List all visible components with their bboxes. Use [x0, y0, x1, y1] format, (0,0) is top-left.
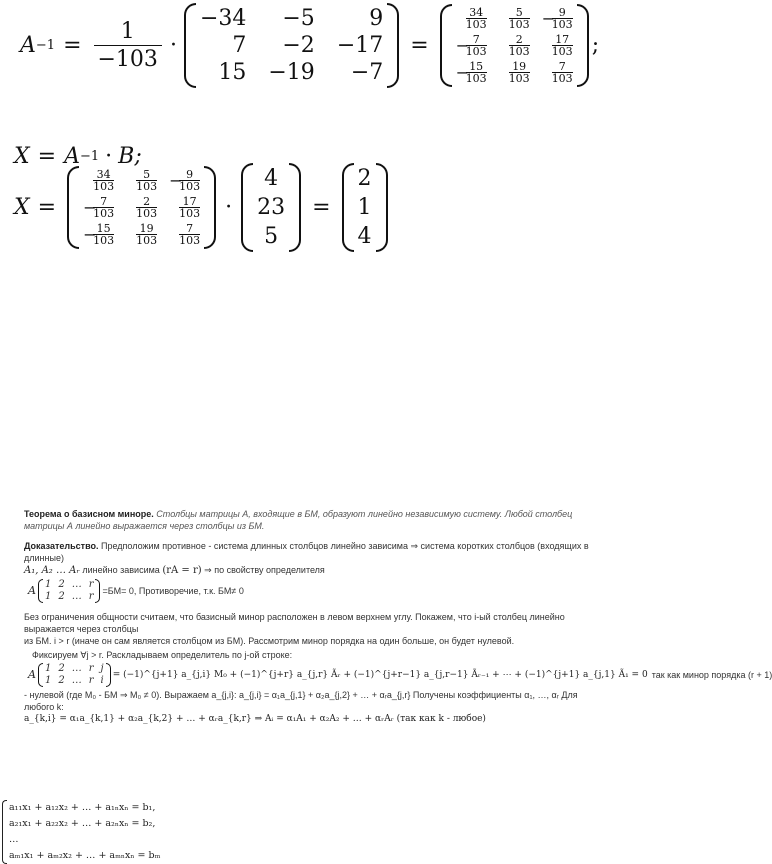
eq1-frac-den: −103 [94, 45, 162, 72]
matrix-cell-1-2: −17 [336, 32, 384, 58]
proof-intro: Предположим противное - система длинных столбцов линейно зависима ⇒ система коротких столбцов (входящих в длинные) [24, 541, 589, 563]
expansion-formula: = (−1)^{j+1} a_{j,i} M₀ + (−1)^{j+r} a_{j,r} Ãᵣ + (−1)^{j+r−1} a_{j,r−1} Ãᵣ₋₁ + ⋯ + (−1)^{j+1} a_{j,1} Ã₁ = 0 [112, 670, 648, 680]
columns-list: A₁, A₂ … Aᵣ [24, 565, 80, 576]
wlog-line-2: из БМ. i > r (иначе он сам является столбцом из БМ). Рассмотрим минор порядка на один больше, он будет нулевой. [24, 636, 515, 646]
frac-num: 9 [558, 5, 566, 19]
frac-den: 103 [508, 71, 530, 85]
frac-entry [552, 34, 573, 57]
eq1-equals: = [63, 32, 82, 58]
frac-sign: − [455, 35, 470, 55]
minor-cell-1-3: r [88, 591, 94, 602]
by-det-text: ⇒ по свойству определителя [204, 565, 325, 575]
matrix-cell-1-1: −2 [282, 32, 315, 58]
frac-cell-0-2 [542, 7, 573, 30]
frac-den: 103 [136, 233, 158, 247]
eq3-b-grid [253, 163, 289, 252]
eq1-lhs-sup: −1 [35, 37, 56, 53]
theorem-statement [24, 508, 590, 532]
left-paren [342, 163, 354, 252]
eq3-inverse-grid [79, 166, 204, 249]
frac-entry [179, 196, 200, 219]
big-minor-cell-1-4: i [100, 675, 104, 686]
frac-cell-1-1 [499, 34, 530, 57]
frac-cell-2-1 [499, 61, 530, 84]
frac-entry [136, 169, 157, 192]
minor-cell-1-0: 1 [44, 591, 52, 602]
frac-num: 17 [182, 194, 197, 208]
eq3-inverse-matrix [67, 166, 216, 249]
frac-den: 103 [465, 17, 487, 31]
frac-num: 5 [515, 5, 523, 19]
frac-entry [466, 61, 487, 84]
frac-entry [466, 7, 487, 30]
theorem-block [24, 508, 772, 725]
frac-cell-1-1 [126, 196, 157, 219]
frac-den: 103 [508, 44, 530, 58]
frac-cell-0-0 [456, 7, 487, 30]
frac-cell-0-1 [499, 7, 530, 30]
eq2-b: B; [118, 143, 142, 169]
frac-den: 103 [551, 71, 573, 85]
eq1-frac-num: 1 [120, 18, 135, 44]
left-paren [241, 163, 253, 252]
frac-entry [93, 196, 114, 219]
solution-computation [14, 165, 391, 249]
eq2-x: X [14, 143, 30, 169]
frac-num: 9 [186, 167, 194, 181]
vector-x-entry-2: 4 [357, 223, 372, 249]
frac-entry [509, 7, 530, 30]
frac-entry [93, 169, 114, 192]
eq1-lhs: A [20, 32, 36, 58]
small-minor-grid [43, 579, 96, 603]
frac-entry [136, 223, 157, 246]
right-paren [106, 663, 111, 687]
vector-x-entry-1: 1 [357, 194, 372, 220]
big-minor-matrix [38, 663, 111, 687]
left-paren [67, 166, 79, 249]
eq3-vector-x [342, 163, 388, 252]
frac-num: 7 [558, 59, 566, 73]
frac-den: 103 [179, 179, 201, 193]
frac-num: 34 [96, 167, 111, 181]
frac-cell-1-2 [169, 196, 200, 219]
dependence-text: линейно зависима [82, 565, 160, 575]
frac-den: 103 [551, 17, 573, 31]
inverse-matrix-equation [20, 6, 599, 84]
frac-den: 103 [508, 17, 530, 31]
eq2-equals: = [37, 143, 57, 169]
frac-entry [136, 196, 157, 219]
eq1-equals-2: = [410, 32, 429, 58]
frac-sign: − [541, 8, 556, 28]
eq1-tail: ; [591, 32, 600, 58]
frac-entry [552, 7, 573, 30]
big-minor-cell-1-2: … [71, 675, 82, 686]
frac-entry [509, 34, 530, 57]
matrix-cell-2-1: −19 [268, 59, 315, 85]
frac-den: 103 [136, 206, 158, 220]
final-expression-line: a_{k,i} = α₁a_{k,1} + α₂a_{k,2} + … + αᵣa_{k,r} ⇒ Aᵢ = α₁A₁ + α₂A₂ + … + αᵣAᵣ (так как k - любое) [24, 714, 486, 724]
frac-num: 34 [469, 5, 484, 19]
theorem-title: Теорема о базисном миноре. [24, 509, 154, 519]
big-minor-cell-0-1: 2 [58, 663, 65, 674]
eq3-vector-b [241, 163, 301, 252]
frac-entry [179, 223, 200, 246]
big-minor-cell-0-3: r [88, 663, 94, 674]
vector-b-entry-0: 4 [264, 165, 279, 191]
big-minor-cell-1-1: 2 [58, 675, 65, 686]
system-row-1: a₁₁x₁ + a₁₂x₂ + … + a₁ₙxₙ = b₁, [9, 802, 156, 813]
frac-cell-2-2 [542, 61, 573, 84]
zero-minor-line: - нулевой (где M₀ - БМ ⇒ M₀ ≠ 0). Выражаем a_{j,i}: a_{j,i} = α₁a_{j,1} + α₂a_{j,2} + … + αᵣa_{j,r} Получены коэффициенты α₁, …, αᵣ Для любого k: [24, 690, 578, 712]
frac-num: 19 [139, 221, 154, 235]
frac-den: 103 [465, 44, 487, 58]
expansion-line [24, 663, 772, 687]
frac-cell-1-0 [456, 34, 487, 57]
frac-den: 103 [551, 44, 573, 58]
matrix-cell-2-2: −7 [350, 59, 384, 85]
minor-equation: =БМ= 0, Противоречие, т.к. БМ≠ 0 [102, 586, 244, 596]
eq2-dot: · [105, 143, 113, 169]
right-paren [289, 163, 301, 252]
frac-num: 7 [186, 221, 194, 235]
matrix-cell-0-1: −5 [282, 5, 315, 31]
frac-num: 2 [143, 194, 151, 208]
theorem-text: Столбцы матрицы А, входящие в БМ, образуют линейно независимую систему. Любой столбец матрицы А линейно выражается через столбцы из БМ. [24, 509, 573, 531]
fix-line: Фиксируем ∀j > r. Раскладываем определитель по j-ой строке: [32, 650, 293, 660]
frac-num: 2 [515, 32, 523, 46]
frac-den: 103 [136, 179, 158, 193]
right-paren [376, 163, 388, 252]
minor-a-symbol: A [28, 584, 36, 597]
frac-num: 5 [143, 167, 151, 181]
proof-intro-line [24, 540, 590, 564]
frac-num: 17 [555, 32, 570, 46]
minor-cell-1-1: 2 [58, 591, 65, 602]
eq2-a: A [64, 143, 80, 169]
big-minor-grid [43, 663, 106, 687]
proof-dependence-line [24, 564, 590, 577]
matrix-cell-1-0: 7 [232, 32, 247, 58]
eq3-x-grid [354, 163, 376, 252]
big-minor-cell-0-2: … [71, 663, 82, 674]
system-row-3: … [9, 834, 19, 845]
right-paren [387, 3, 399, 88]
minor-cell-0-3: r [88, 579, 94, 590]
vector-b-entry-1: 23 [257, 194, 286, 220]
minor-cell-0-1: 2 [58, 579, 65, 590]
frac-entry [93, 223, 114, 246]
frac-den: 103 [93, 179, 115, 193]
frac-den: 103 [93, 206, 115, 220]
wlog-line: Без ограничения общности считаем, что базисный минор расположен в левом верхнем углу. Покажем, что i-ый столбец линейно выражается через столбцы [24, 612, 565, 634]
minor-line [24, 579, 590, 603]
minor-cell-0-0: 1 [44, 579, 52, 590]
left-paren [184, 3, 196, 88]
frac-cell-2-0 [456, 61, 487, 84]
small-minor-matrix [38, 579, 101, 603]
frac-cell-0-2 [169, 169, 200, 192]
big-minor-cell-0-4: j [100, 663, 104, 674]
frac-cell-0-0 [83, 169, 114, 192]
frac-cell-0-1 [126, 169, 157, 192]
eq1-result-matrix [440, 4, 589, 87]
right-paren [577, 4, 589, 87]
minor-cell-0-2: … [71, 579, 82, 590]
big-minor-cell-1-0: 1 [44, 675, 52, 686]
right-paren [204, 166, 216, 249]
frac-sign: − [455, 62, 470, 82]
eq3-equals-2: = [312, 194, 331, 220]
linear-system [2, 800, 160, 864]
matrix-cell-2-0: 15 [218, 59, 247, 85]
matrix-cell-0-0: −34 [199, 5, 247, 31]
frac-num: 15 [96, 221, 111, 235]
frac-entry [179, 169, 200, 192]
eq1-adjugate-matrix [184, 3, 399, 88]
frac-sign: − [83, 224, 97, 244]
big-minor-cell-0-0: 1 [44, 663, 52, 674]
frac-entry [509, 61, 530, 84]
expansion-note: так как минор порядка (r + 1) [651, 670, 772, 680]
rank-condition: (rA = r) [162, 565, 202, 576]
big-minor-cell-1-3: r [88, 675, 94, 686]
frac-den: 103 [179, 233, 201, 247]
frac-cell-2-1 [126, 223, 157, 246]
frac-cell-2-0 [83, 223, 114, 246]
frac-cell-2-2 [169, 223, 200, 246]
frac-sign: − [83, 197, 97, 217]
frac-den: 103 [179, 206, 201, 220]
eq1-scalar-fraction [94, 19, 162, 72]
vector-x-entry-0: 2 [357, 165, 372, 191]
proof-label: Доказательство. [24, 541, 99, 551]
right-paren [95, 579, 100, 603]
frac-entry [552, 61, 573, 84]
left-paren [440, 4, 452, 87]
frac-sign: − [169, 170, 183, 190]
system-row-2: a₂₁x₁ + a₂₂x₂ + … + a₂ₙxₙ = b₂, [9, 818, 156, 829]
matrix-cell-0-2: 9 [369, 5, 384, 31]
eq3-dot: · [225, 194, 233, 220]
frac-num: 19 [512, 59, 527, 73]
eq3-equals: = [37, 194, 57, 220]
eq1-matrix-grid [196, 3, 387, 88]
frac-num: 7 [472, 32, 480, 46]
frac-den: 103 [465, 71, 487, 85]
eq1-result-grid [452, 4, 577, 87]
eq1-dot: · [169, 32, 177, 58]
vector-b-entry-2: 5 [264, 223, 279, 249]
minor-cell-1-2: … [71, 591, 82, 602]
frac-num: 7 [100, 194, 108, 208]
eq3-lhs: X [14, 194, 30, 220]
frac-entry [466, 34, 487, 57]
frac-den: 103 [93, 233, 115, 247]
frac-cell-1-0 [83, 196, 114, 219]
frac-cell-1-2 [542, 34, 573, 57]
system-row-4: aₘ₁x₁ + aₘ₂x₂ + … + aₘₙxₙ = bₘ [9, 850, 161, 861]
eq2-sup: −1 [80, 148, 100, 164]
big-minor-a-symbol: A [28, 668, 36, 681]
frac-num: 15 [469, 59, 484, 73]
